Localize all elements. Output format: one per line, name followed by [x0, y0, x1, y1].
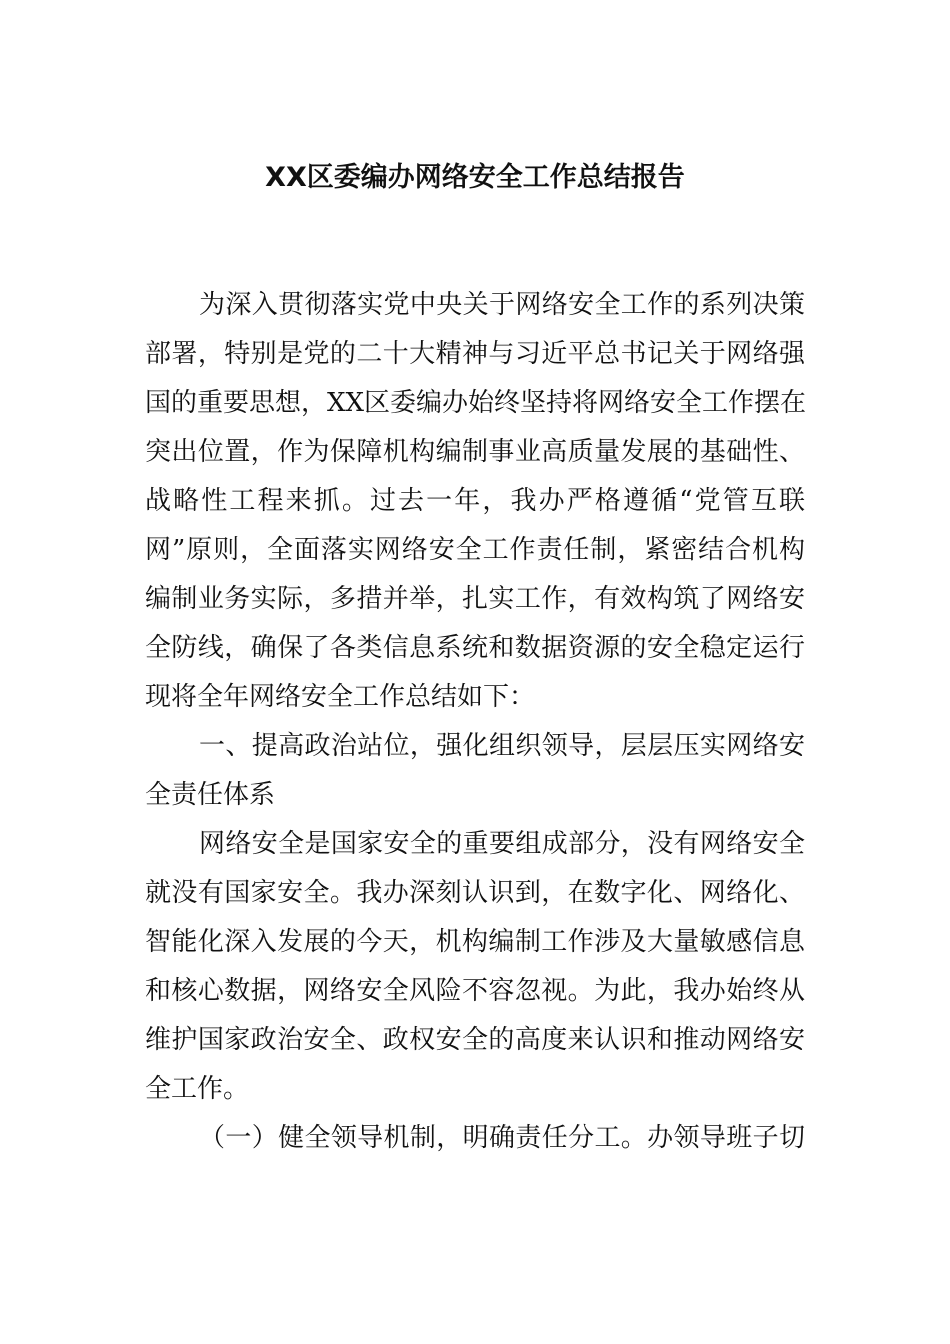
- document-title: XX区委编办网络安全工作总结报告: [265, 162, 685, 193]
- text-line: 网络安全是国家安全的重要组成部分，没有网络安全: [199, 829, 805, 859]
- paragraph: [145, 722, 805, 820]
- text-line: 为深入贯彻落实党中央关于网络安全工作的系列决策: [199, 290, 805, 320]
- text-line: 现将全年网络安全工作总结如下：: [145, 682, 536, 712]
- paragraph: [145, 1114, 805, 1163]
- text-line: 维护国家政治安全、政权安全的高度来认识和推动网络安: [145, 1025, 805, 1055]
- text-line: 网”原则，全面落实网络安全工作责任制，紧密结合机构: [145, 535, 805, 565]
- text-line: 全责任体系: [145, 780, 276, 810]
- text-line: 全防线，确保了各类信息系统和数据资源的安全稳定运行: [145, 633, 805, 663]
- text-line: 编制业务实际，多措并举，扎实工作，有效构筑了网络安: [145, 584, 805, 614]
- text-line: （一）健全领导机制，明确责任分工。办领导班子切: [199, 1123, 805, 1153]
- text-line: 智能化深入发展的今天，机构编制工作涉及大量敏感信息: [145, 927, 805, 957]
- text-line: 全工作。: [145, 1074, 250, 1104]
- text-line: 就没有国家安全。我办深刻认识到，在数字化、网络化、: [145, 878, 805, 908]
- text-line: 部署，特别是党的二十大精神与习近平总书记关于网络强: [145, 339, 805, 369]
- text-line: 国的重要思想，XX区委编办始终坚持将网络安全工作摆在: [145, 388, 807, 418]
- paragraph: [145, 281, 805, 722]
- text-line: 战略性工程来抓。过去一年，我办严格遵循“党管互联: [145, 486, 805, 516]
- text-line: 突出位置，作为保障机构编制事业高质量发展的基础性、: [145, 437, 805, 467]
- text-line: 一、提高政治站位，强化组织领导，层层压实网络安: [199, 731, 805, 761]
- text-line: 和核心数据，网络安全风险不容忽视。为此，我办始终从: [145, 976, 805, 1006]
- document-body: [145, 281, 805, 1163]
- paragraph: [145, 820, 805, 1114]
